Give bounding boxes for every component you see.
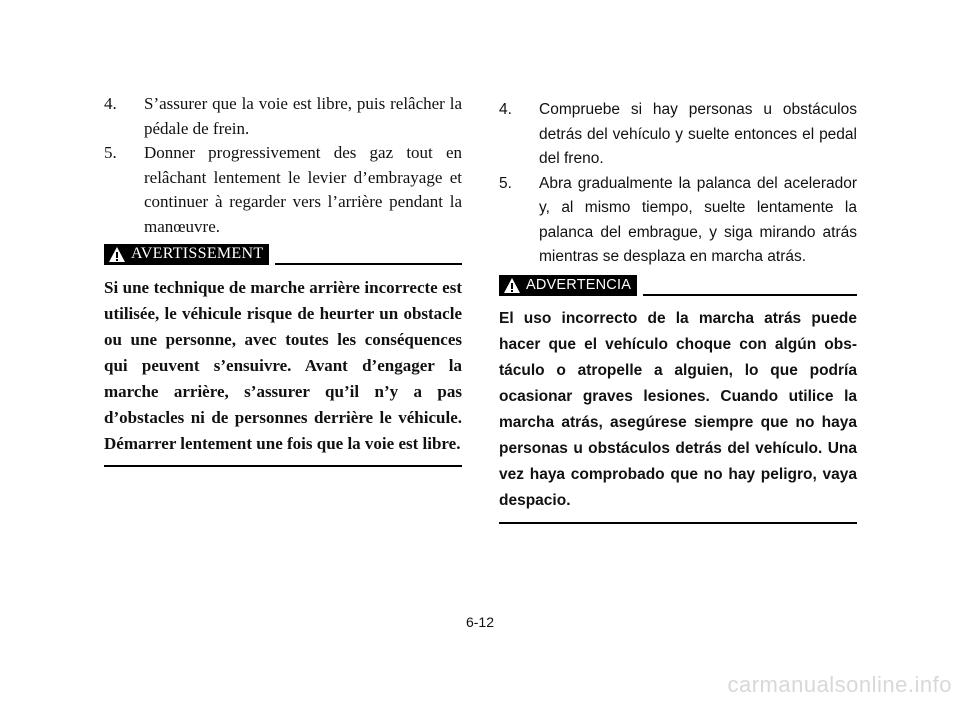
warning-rule bbox=[275, 263, 462, 265]
step-number: 4. bbox=[499, 101, 512, 118]
french-steps bbox=[104, 92, 462, 239]
spanish-steps bbox=[499, 98, 857, 270]
warning-end-rule bbox=[104, 465, 462, 467]
list-item bbox=[499, 98, 857, 172]
step-number: 5. bbox=[499, 174, 512, 192]
warning-label: AVERTISSEMENT bbox=[131, 245, 264, 263]
warning-text: El uso incorrecto de la marcha atrás puede hacer que el vehículo choque con algún obstáculo o atropelle a alguien, lo que podría ocasionar graves lesiones. Cuando utilice la marcha atrás, asegúrese siempre que no haya personas u obstáculos detrás del vehículo. Una vez haya comprobado que no hay peligro, vaya despacio. bbox=[499, 309, 857, 509]
page-number: 6-12 bbox=[465, 614, 495, 630]
french-column bbox=[104, 92, 462, 467]
warning-badge bbox=[499, 275, 637, 296]
list-item bbox=[104, 92, 462, 141]
warning-triangle-icon bbox=[108, 246, 126, 263]
step-text: S’assurer que la voie est libre, puis relâcher la pédale de frein. bbox=[144, 94, 462, 138]
watermark: carmanualsonline.info bbox=[727, 672, 952, 697]
warning-header bbox=[104, 243, 462, 265]
list-item bbox=[499, 172, 857, 270]
warning-badge bbox=[104, 244, 269, 265]
step-text: Compruebe si hay personas u obstáculos detrás del vehículo y suelte entonces el pedal del freno. bbox=[539, 101, 857, 167]
list-item bbox=[104, 141, 462, 239]
warning-rule bbox=[643, 294, 857, 296]
warning-end-rule bbox=[499, 522, 857, 524]
step-number: 4. bbox=[104, 94, 117, 113]
warning-label: ADVERTENCIA bbox=[526, 276, 632, 293]
warning-header bbox=[499, 274, 857, 296]
step-text: Donner progressivement des gaz tout en relâchant lentement le levier d’embrayage et continuer à regarder vers l’arrière pendant la manœuvre. bbox=[144, 143, 462, 236]
spanish-column bbox=[499, 98, 857, 524]
step-number: 5. bbox=[104, 143, 117, 162]
warning-triangle-icon bbox=[503, 277, 521, 294]
warning-text: Si une technique de marche arrière incorrecte est utilisée, le véhicule risque de heurter un obstacle ou une personne, avec toutes les conséquences qui peuvent s’ensuivre. Avant d’engager la marche arrière, s’assurer qu’il n’y a pas d’obstacles ni de personnes derrière le véhicule. Démarrer lentement une fois que la voie est libre. bbox=[104, 278, 462, 453]
step-text: Abra gradualmente la palanca del acelerador y, al mismo tiempo, suelte lentamente la palanca del embrague, y siga mirando atrás mientras se desplaza en marcha atrás. bbox=[539, 174, 857, 265]
